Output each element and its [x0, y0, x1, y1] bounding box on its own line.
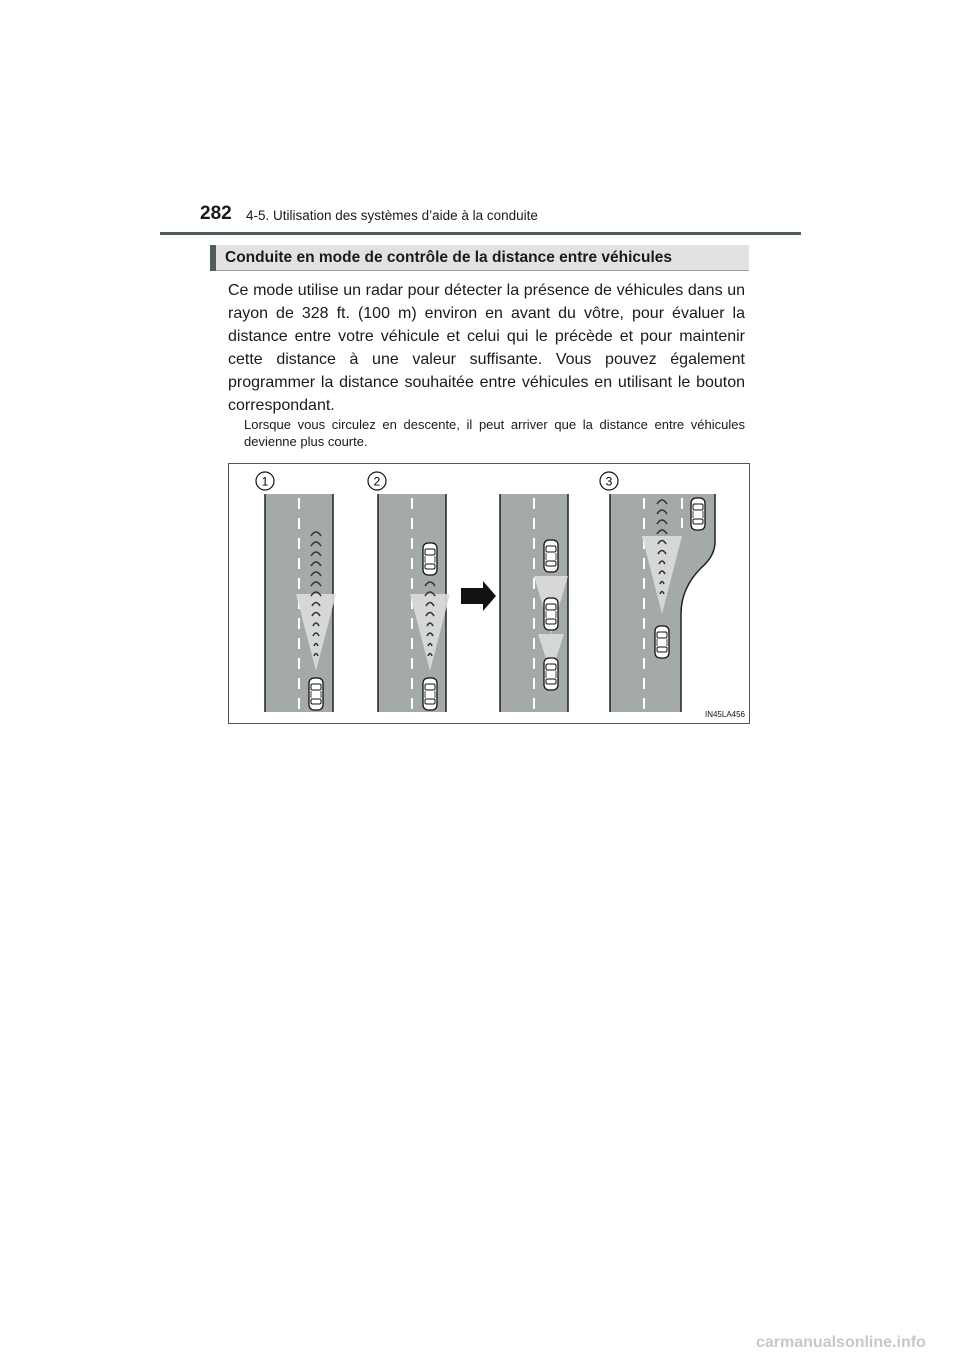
- header-rule: [160, 232, 801, 235]
- svg-text:3: 3: [605, 474, 613, 489]
- figure-code: IN45LA456: [704, 710, 745, 719]
- road-scene-4: [610, 494, 715, 712]
- heading-text: Conduite en mode de contrôle de la distance entre véhicules: [225, 249, 673, 266]
- note-paragraph: Lorsque vous circulez en descente, il peut arriver que la distance entre véhicules devienne plus courte.: [244, 417, 745, 449]
- watermark: carmanualsonline.info: [756, 1334, 926, 1351]
- illustration-figure: [228, 463, 750, 724]
- figure-label-1: [256, 472, 274, 490]
- section-heading: [210, 245, 749, 271]
- svg-text:2: 2: [373, 474, 381, 489]
- body-paragraph: Ce mode utilise un radar pour détecter la présence de véhicules dans un rayon de 328 ft. (100 m) environ en avant du vôtre, pour évaluer la distance entre votre véhicule et celui qui le précède et pour maintenir cette distance à une valeur suffisante. Vous pouvez également programmer la distance souhaitée entre véhicules en utilisant le bouton correspondant.: [228, 282, 745, 414]
- figure-label-2: [368, 472, 386, 490]
- svg-text:1: 1: [261, 474, 269, 489]
- road-scene-2: [378, 494, 450, 712]
- page-number: 282: [200, 203, 232, 224]
- transition-arrow: [461, 581, 496, 611]
- road-scene-3: [500, 494, 568, 712]
- heading-accent-bar: [210, 245, 216, 271]
- section-title: 4-5. Utilisation des systèmes d’aide à la conduite: [246, 208, 538, 223]
- illustration-svg: [229, 464, 751, 725]
- figure-label-3: [600, 472, 618, 490]
- road-scene-1: [265, 494, 336, 712]
